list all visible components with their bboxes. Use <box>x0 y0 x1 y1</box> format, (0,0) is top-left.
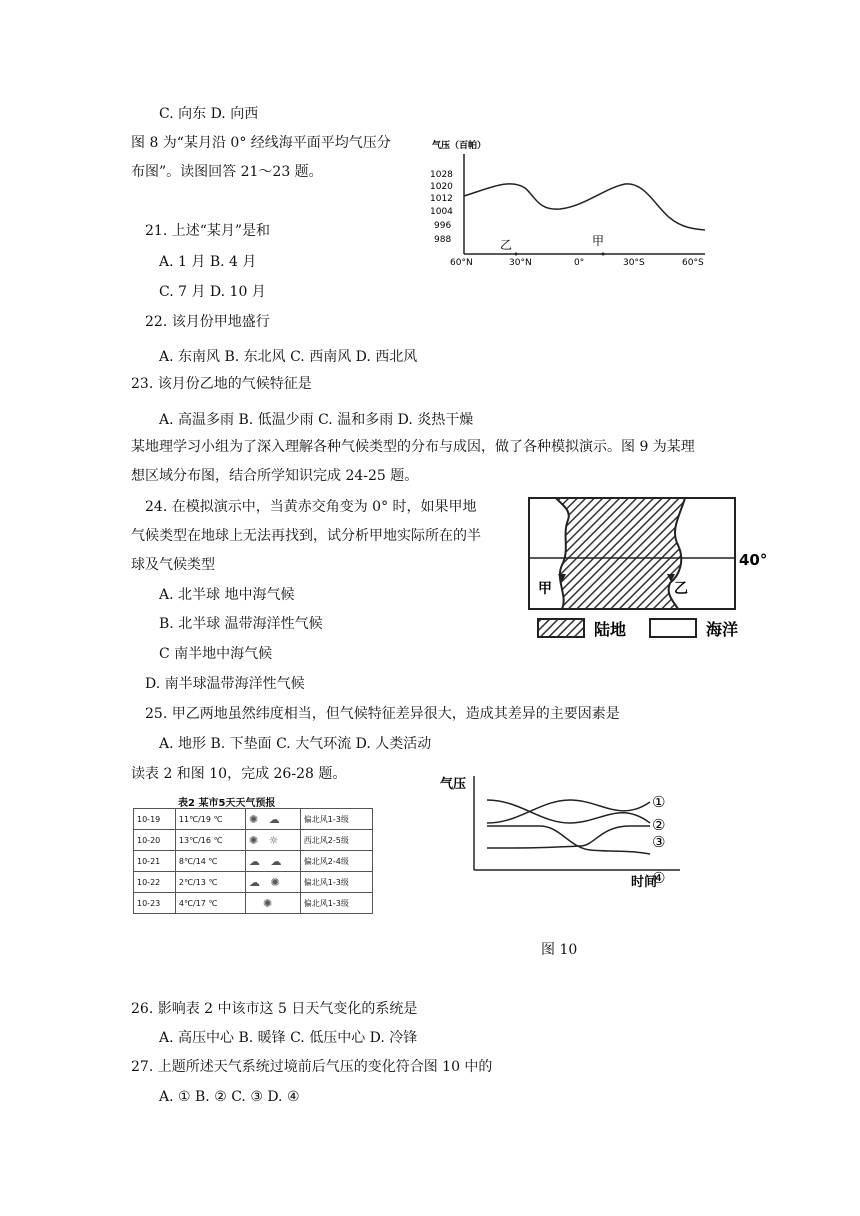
fig8-point-jia <box>602 253 605 256</box>
table-cell-wind: 偏北风1-3级 <box>300 872 372 893</box>
table-cell-date: 10-23 <box>134 893 176 914</box>
fig10-ylabel: 气压 <box>440 777 467 792</box>
table-cell-date: 10-20 <box>134 830 176 851</box>
fig9-label-yi: 乙 <box>674 581 688 597</box>
fig8-pressure-curve <box>464 184 705 230</box>
table-cell-date: 10-21 <box>134 851 176 872</box>
q25-stem: 25. 甲乙两地虽然纬度相当，但气候特征差异很大，造成其差异的主要因素是 <box>145 706 620 722</box>
fig8-ytick: 1012 <box>430 194 453 204</box>
q26-options: A. 高压中心 B. 暖锋 C. 低压中心 D. 冷锋 <box>159 1030 418 1046</box>
table-cell-wind: 偏北风1-3级 <box>300 809 372 830</box>
fig8-pressure-chart <box>420 136 715 271</box>
table-cell-temp: 2℃/13 ℃ <box>175 872 245 893</box>
fig8-ytick: 1004 <box>430 207 453 217</box>
fig8-xtick: 30°S <box>623 258 645 268</box>
q24-option-a: A. 北半球 地中海气候 <box>159 587 295 603</box>
q24-stem-line2: 气候类型在地球上无法再找到，试分析甲地实际所在的半 <box>131 528 481 544</box>
table2-weather <box>133 808 373 914</box>
fig9-legend-ocean: 海洋 <box>706 620 739 639</box>
table-cell-wind: 偏北风1-3级 <box>300 893 372 914</box>
table-cell-date: 10-22 <box>134 872 176 893</box>
fig9-legend-land-swatch <box>538 619 584 637</box>
q22-options: A. 东南风 B. 东北风 C. 西南风 D. 西北风 <box>159 349 418 365</box>
fig8-intro-line2: 布图”。读图回答 21～23 题。 <box>131 164 323 180</box>
fig9-region-map <box>520 495 782 647</box>
fig8-intro-line1: 图 8 为“某月沿 0° 经线海平面平均气压分 <box>131 135 391 151</box>
table-cell-wind: 偏北风2-4级 <box>300 851 372 872</box>
table-row <box>134 851 373 872</box>
table-row <box>134 893 373 914</box>
q25-options: A. 地形 B. 下垫面 C. 大气环流 D. 人类活动 <box>159 736 432 752</box>
q21-options-cd: C. 7 月 D. 10 月 <box>159 284 266 300</box>
fig8-xtick: 60°N <box>450 258 473 268</box>
q23-stem: 23. 该月份乙地的气候特征是 <box>131 376 312 392</box>
fig10-caption: 图 10 <box>541 942 578 958</box>
weather-icon: ☁ ✺ <box>246 872 301 893</box>
q22-stem: 22. 该月份甲地盛行 <box>145 314 270 330</box>
fig10-curve-label-4: ④ <box>652 869 666 887</box>
weather-icon: ✺ ☼ <box>246 830 301 851</box>
fig8-ytick: 996 <box>434 221 452 231</box>
weather-icon: ✺ <box>246 893 301 914</box>
fig10-curve-3 <box>487 826 650 848</box>
fig9-land <box>556 498 685 609</box>
fig8-ytick: 988 <box>434 235 452 245</box>
fig9-lat-label: 40° <box>739 551 768 569</box>
fig8-xtick: 60°S <box>682 258 704 268</box>
q27-stem: 27. 上题所述天气系统过境前后气压的变化符合图 10 中的 <box>131 1059 493 1075</box>
fig8-ytick: 1028 <box>430 170 453 180</box>
fig8-xtick: 0° <box>574 258 585 268</box>
fig10-curve-4 <box>487 826 650 854</box>
fig10-curve-label-1: ① <box>652 793 666 811</box>
q24-stem-line3: 球及气候类型 <box>131 557 215 573</box>
table-cell-temp: 11℃/19 ℃ <box>175 809 245 830</box>
weather-icon: ✺ ☁ <box>246 809 301 830</box>
fig8-label-jia: 甲 <box>592 234 605 248</box>
fig10-xlabel: 时间 <box>631 875 658 890</box>
fig10-curve-label-2: ② <box>652 816 666 834</box>
q23-options: A. 高温多雨 B. 低温少雨 C. 温和多雨 D. 炎热干燥 <box>159 412 474 428</box>
fig8-xtick: 30°N <box>509 258 532 268</box>
q24-option-b: B. 北半球 温带海洋性气候 <box>159 616 323 632</box>
fig9-intro-line2: 想区域分布图，结合所学知识完成 24-25 题。 <box>131 468 419 484</box>
fig9-intro-line1: 某地理学习小组为了深入理解各种气候类型的分布与成因，做了各种模拟演示。图 9 为某理 <box>131 439 695 455</box>
table2-intro: 读表 2 和图 10，完成 26-28 题。 <box>131 766 347 782</box>
table-row <box>134 830 373 851</box>
q21-options-ab: A. 1 月 B. 4 月 <box>159 254 257 270</box>
q24-option-c: C 南半地中海气候 <box>159 646 273 662</box>
table-row <box>134 872 373 893</box>
q21-stem: 21. 上述“某月”是和 <box>145 223 271 239</box>
table-cell-wind: 西北风2-5级 <box>300 830 372 851</box>
fig8-label-yi: 乙 <box>500 238 513 252</box>
fig9-legend-ocean-swatch <box>650 619 696 637</box>
table-cell-temp: 4℃/17 ℃ <box>175 893 245 914</box>
table-cell-temp: 8℃/14 ℃ <box>175 851 245 872</box>
table-row <box>134 809 373 830</box>
fig10-pressure-time-chart <box>430 768 720 890</box>
table2-caption: 表2 某市5天天气预报 <box>178 798 276 809</box>
q27-options: A. ① B. ② C. ③ D. ④ <box>159 1089 300 1105</box>
weather-icon: ☁ ☁ <box>246 851 301 872</box>
fig8-point-yi <box>515 253 518 256</box>
table-cell-date: 10-19 <box>134 809 176 830</box>
table-cell-temp: 13℃/16 ℃ <box>175 830 245 851</box>
q24-stem-line1: 24. 在模拟演示中，当黄赤交角变为 0° 时，如果甲地 <box>145 499 477 515</box>
fig9-legend-land: 陆地 <box>594 620 627 639</box>
fig10-curve-label-3: ③ <box>652 833 666 851</box>
fig8-ylabel: 气压（百帕） <box>432 141 487 151</box>
q24-option-d: D. 南半球温带海洋性气候 <box>145 676 305 692</box>
fig8-ytick: 1020 <box>430 182 453 192</box>
fig9-label-jia: 甲 <box>538 581 552 597</box>
q20-options: C. 向东 D. 向西 <box>159 106 259 122</box>
q26-stem: 26. 影响表 2 中该市这 5 日天气变化的系统是 <box>131 1001 418 1017</box>
